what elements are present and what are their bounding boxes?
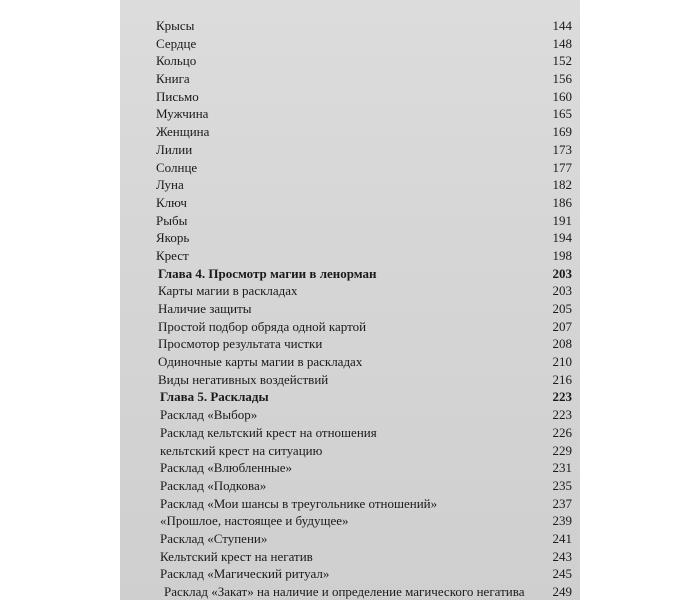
toc-entry-page: 182 [552, 177, 572, 193]
toc-entry-page: 169 [552, 124, 572, 140]
toc-entry [146, 35, 572, 53]
toc-entry [146, 159, 572, 177]
toc-entry-title: Лилии [156, 141, 193, 157]
toc-chapter-page: 203 [552, 265, 572, 281]
toc-entry-title: Якорь [156, 230, 190, 246]
toc-entry-page: 165 [552, 106, 572, 122]
toc-entry-title: Кольцо [156, 53, 197, 69]
toc-entry-page: 243 [552, 548, 572, 564]
toc-entry [146, 176, 572, 194]
toc-entry-title: Расклад «Ступени» [160, 530, 268, 546]
toc-entry-page: 198 [552, 247, 572, 263]
toc-entry [146, 141, 572, 159]
toc-entry-page: 152 [552, 53, 572, 69]
toc-entry [146, 530, 572, 548]
toc-entry-page: 241 [552, 530, 572, 546]
toc-entry [146, 17, 572, 35]
toc-entry [146, 477, 572, 495]
toc-entry [146, 353, 572, 371]
toc-chapter-4 [146, 265, 572, 283]
toc-entry-page: 208 [552, 336, 572, 352]
toc-entry-page: 173 [552, 141, 572, 157]
toc-chapter-title: Глава 5. Расклады [160, 389, 269, 405]
toc-entry [146, 229, 572, 247]
toc-entry [146, 282, 572, 300]
toc-entry-title: Одиночные карты магии в раскладах [158, 354, 363, 370]
toc-entry [146, 442, 572, 460]
toc-entry-page: 237 [552, 495, 572, 511]
toc-entry-title: Расклад «Влюбленные» [160, 460, 293, 476]
toc-entry-page: 144 [552, 18, 572, 33]
toc-entry [146, 495, 572, 513]
toc-entry [146, 406, 572, 424]
toc-entry-title: Карты магии в раскладах [158, 283, 298, 299]
toc-entry [146, 335, 572, 353]
toc-entry-page: 203 [552, 283, 572, 299]
toc-entry [146, 300, 572, 318]
toc-entry-page: 207 [552, 318, 572, 334]
toc-entry-page: 210 [552, 354, 572, 370]
toc-chapter-page: 223 [552, 389, 572, 405]
toc-entry [146, 318, 572, 336]
toc-entry-page: 177 [552, 159, 572, 175]
toc-entry-title: Крысы [156, 18, 195, 33]
toc-entry-title: Мужчина [156, 106, 209, 122]
toc-entry-page: 148 [552, 35, 572, 51]
toc-entry [146, 88, 572, 106]
toc-entry [146, 459, 572, 477]
toc-entry-page: 160 [552, 88, 572, 104]
toc-entry [146, 424, 572, 442]
toc-entry [146, 371, 572, 389]
toc-entry-title: Солнце [156, 159, 198, 175]
toc-entry-title: Расклад «Мои шансы в треугольнике отношений» [160, 495, 438, 511]
toc-entry-title: Просмотор результата чистки [158, 336, 323, 352]
toc-entry-title: Кельтский крест на негатив [160, 548, 313, 564]
toc-entry-title: Расклад «Магический ритуал» [160, 566, 330, 582]
toc-entry-title: Крест [156, 247, 189, 263]
toc-entry [146, 123, 572, 141]
toc-entry [146, 548, 572, 566]
toc-entry [146, 70, 572, 88]
toc-entry-title: Женщина [156, 124, 210, 140]
toc-chapter-5 [146, 388, 572, 406]
toc-entry-page: 231 [552, 460, 572, 476]
toc-entry-page: 223 [552, 407, 572, 423]
toc-entry-page: 229 [552, 442, 572, 458]
toc-entry [146, 194, 572, 212]
toc-entry-title: «Прошлое, настоящее и будущее» [160, 513, 349, 529]
toc-entry-title: Сердце [156, 35, 197, 51]
toc-entry-page: 186 [552, 194, 572, 210]
toc-entry [146, 565, 572, 583]
toc-entry [146, 247, 572, 265]
toc-entry-title: Простой подбор обряда одной картой [158, 318, 367, 334]
toc-entry-page: 249 [552, 584, 572, 599]
toc-entry-title: Наличие защиты [158, 301, 252, 316]
toc-entry-page: 194 [552, 230, 572, 246]
toc-entry-title: Расклад кельтский крест на отношения [160, 424, 377, 440]
toc-entry-page: 216 [552, 371, 572, 387]
toc-entry [146, 52, 572, 70]
toc-entry-title: Ключ [156, 194, 187, 210]
toc-entry-page: 245 [552, 566, 572, 582]
toc-chapter-title: Глава 4. Просмотр магии в ленорман [158, 265, 377, 281]
toc-entry-page: 239 [552, 513, 572, 529]
toc-entry-title: Луна [156, 177, 184, 193]
toc-entry-page: 191 [552, 212, 572, 228]
toc-entry [146, 583, 572, 601]
toc-entry-title: Расклад «Закат» на наличие и определение магического негатива [164, 584, 525, 599]
toc-entry [146, 105, 572, 123]
toc-entry-title: Расклад «Выбор» [160, 407, 258, 423]
toc-entry-title: Рыбы [156, 212, 188, 228]
toc-entry-title: Письмо [156, 88, 199, 104]
toc-entry [146, 512, 572, 530]
toc-entry-title: Книга [156, 71, 190, 87]
toc-entry-title: Виды негативных воздействий [158, 371, 329, 387]
toc-entry [146, 212, 572, 230]
toc-entry-page: 235 [552, 477, 572, 493]
toc-entry-title: кельтский крест на ситуацию [160, 442, 323, 458]
toc-entry-page: 156 [552, 71, 572, 87]
toc-entry-title: Расклад «Подкова» [160, 477, 267, 493]
toc-entry-page: 226 [552, 424, 572, 440]
toc-entry-page: 205 [552, 301, 572, 316]
table-of-contents [146, 17, 572, 601]
